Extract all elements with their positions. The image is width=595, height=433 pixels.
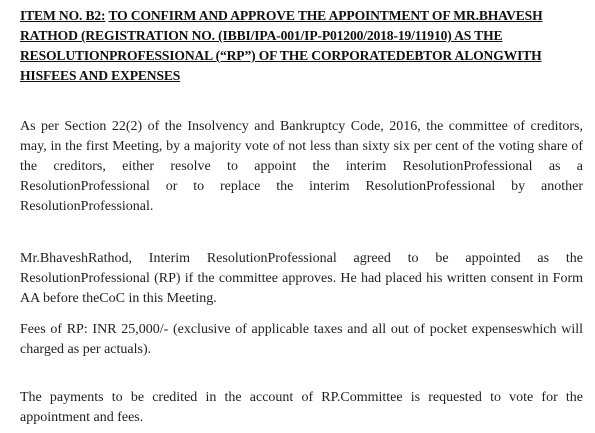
paragraph-section-22: As per Section 22(2) of the Insolvency and Bankruptcy Code, 2016, the committee of creditors, may, in the first Meeting, by a majority vote of not less than sixty six per cent of the voting share of the creditors, either resolve to appoint the interim ResolutionProfessional as a ResolutionProfessional or to replace the interim ResolutionProfessional by another ResolutionProfessional. <box>20 119 583 214</box>
paragraph-consent: Mr.BhaveshRathod, Interim ResolutionProfessional agreed to be appointed as the ResolutionProfessional (RP) if the committee approves. He had placed his written consent in Form AA before theCoC in this Meeting. <box>20 251 583 306</box>
paragraph-payments: The payments to be credited in the account of RP.Committee is requested to vote for the appointment and fees. <box>20 390 583 425</box>
paragraph-fees: Fees of RP: INR 25,000/- (exclusive of applicable taxes and all out of pocket expenseswhich will charged as per actuals). <box>20 322 583 357</box>
item-title: TO CONFIRM AND APPROVE THE APPOINTMENT OF MR.BHAVESH RATHOD (REGISTRATION NO. (IBBI/IPA-001/IP-P01200/2018-19/11910) AS THE RESOLUTIONPROFESSIONAL (“RP”) OF THE CORPORATEDEBTOR ALONGWITH HISFEES AND EXPENSES <box>20 8 543 83</box>
agenda-item-heading <box>20 6 586 86</box>
item-number-label: ITEM NO. B2: <box>20 8 106 23</box>
